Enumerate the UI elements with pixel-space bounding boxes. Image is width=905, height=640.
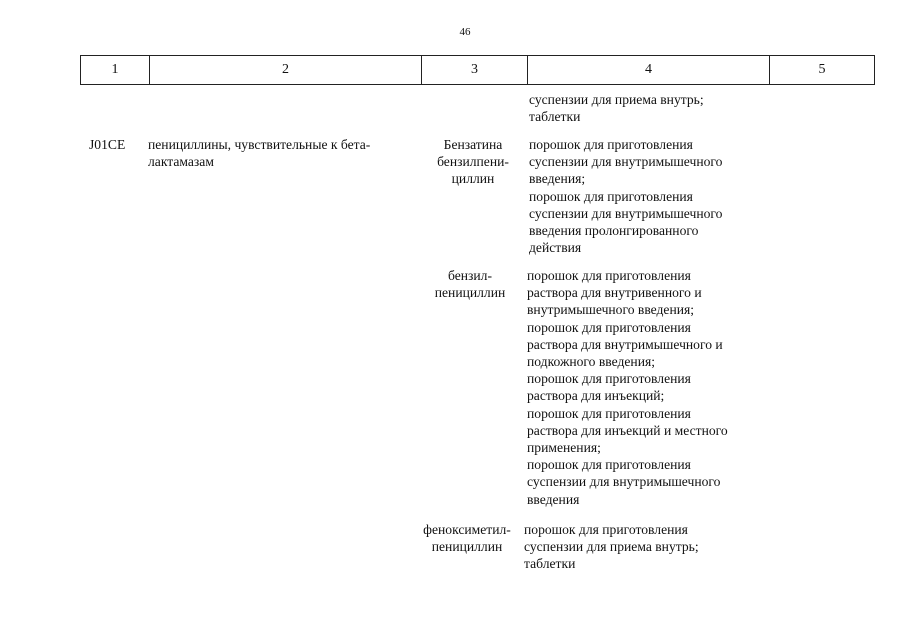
dosage-forms-benzylpenicillin bbox=[527, 267, 728, 508]
form-line: порошок для приготовления bbox=[527, 371, 691, 387]
form-line: введения bbox=[527, 491, 580, 507]
form-line: раствора для внутривенного и bbox=[527, 285, 702, 301]
drug-name-line: бензил- bbox=[447, 268, 492, 283]
form-line: введения; bbox=[529, 171, 586, 187]
form-line: раствора для инъекций; bbox=[527, 388, 665, 404]
form-line: порошок для приготовления bbox=[527, 405, 691, 421]
form-line: суспензии для внутримышечного bbox=[527, 474, 721, 490]
form-line: порошок для приготовления bbox=[529, 188, 693, 204]
form-line: суспензии для внутримышечного bbox=[529, 154, 723, 170]
group-name-line: пенициллины, чувствительные к бета- bbox=[148, 137, 371, 152]
form-line: раствора для внутримышечного и bbox=[527, 336, 723, 352]
form-line: суспензии для внутримышечного bbox=[529, 205, 723, 221]
drug-name-phenoxymethylpenicillin bbox=[417, 521, 517, 555]
form-line: подкожного введения; bbox=[527, 354, 656, 370]
atc-code: J01CE bbox=[89, 137, 126, 152]
column-header-4: 4 bbox=[528, 56, 770, 85]
column-header-5: 5 bbox=[770, 56, 875, 85]
form-line: введения пролонгированного bbox=[529, 223, 699, 239]
drug-name-line: феноксиметил- bbox=[423, 522, 511, 537]
drug-name-line: пенициллин bbox=[434, 285, 506, 301]
drug-name-line: пенициллин bbox=[431, 539, 503, 555]
drug-name-line: Бензатина bbox=[443, 137, 503, 152]
column-header-3: 3 bbox=[422, 56, 528, 85]
form-line: применения; bbox=[527, 440, 601, 456]
form-line: порошок для приготовления bbox=[527, 457, 691, 473]
form-line: таблетки bbox=[524, 556, 576, 572]
column-header-table bbox=[80, 55, 875, 85]
form-line: раствора для инъекций и местного bbox=[527, 422, 728, 438]
drug-name-benzathine-benzylpenicillin bbox=[423, 136, 523, 188]
group-name-line: лактамазам bbox=[148, 154, 214, 170]
form-line: порошок для приготовления bbox=[524, 522, 688, 537]
form-line: порошок для приготовления bbox=[529, 137, 693, 152]
form-line: порошок для приготовления bbox=[527, 268, 691, 283]
drug-name-line: бензилпени- bbox=[437, 154, 509, 170]
column-header-row bbox=[81, 56, 875, 85]
form-line: внутримышечного введения; bbox=[527, 302, 695, 318]
continuation-dosage-forms bbox=[529, 91, 704, 125]
form-line: действия bbox=[529, 240, 582, 256]
page-number: 46 bbox=[459, 26, 471, 38]
atc-group-name bbox=[148, 136, 370, 170]
form-line: таблетки bbox=[529, 109, 581, 125]
column-header-1: 1 bbox=[81, 56, 150, 85]
form-line: суспензии для приема внутрь; bbox=[529, 92, 704, 107]
dosage-forms-phenoxymethylpenicillin bbox=[524, 521, 699, 573]
form-line: порошок для приготовления bbox=[527, 319, 691, 335]
column-header-2: 2 bbox=[150, 56, 422, 85]
form-line: суспензии для приема внутрь; bbox=[524, 539, 699, 555]
drug-name-benzylpenicillin bbox=[420, 267, 520, 301]
drug-name-line: циллин bbox=[451, 171, 495, 187]
dosage-forms-benzathine-benzylpenicillin bbox=[529, 136, 722, 256]
